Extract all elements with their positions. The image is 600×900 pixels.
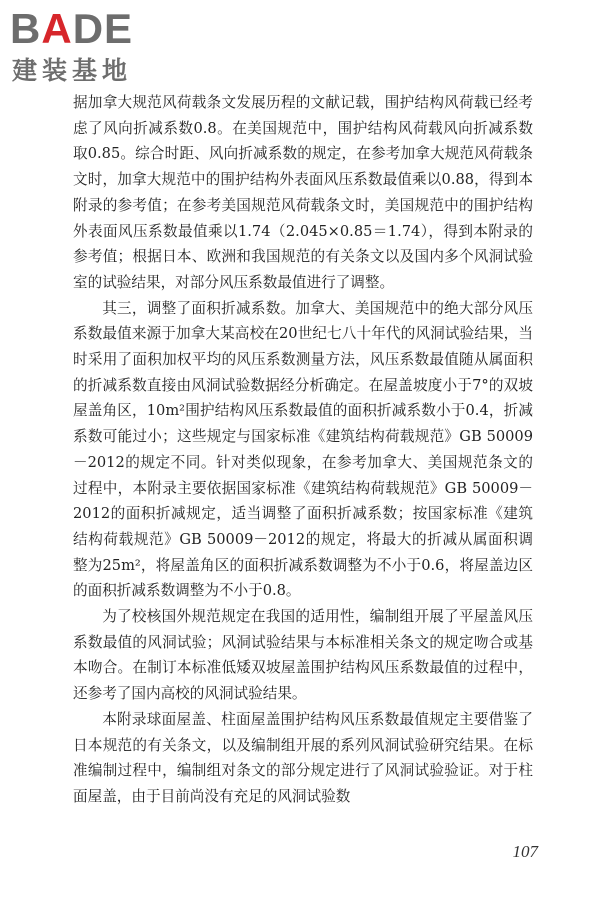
paragraph-4: 本附录球面屋盖、柱面屋盖围护结构风压系数最值规定主要借鉴了日本规范的有关条文，以及编制组开展的系列风洞试验研究结果。在标准编制过程中，编制组对条文的部分规定进行了风洞试验验证。对于柱面屋盖，由于目前尚没有充足的风洞试验数 — [73, 710, 533, 805]
logo-letter-b: B — [10, 5, 42, 52]
page-number: 107 — [512, 842, 538, 861]
logo-wordmark — [10, 6, 133, 52]
logo-letter-a: A — [41, 5, 73, 52]
body-text — [73, 90, 533, 810]
paragraph-3: 为了校核国外规范规定在我国的适用性，编制组开展了平屋盖风压系数最值的风洞试验；风洞试验结果与本标准相关条文的规定吻合或基本吻合。在制订本标准低矮双坡屋盖围护结构风压系数最值的过程中，还参考了国内高校的风洞试验结果。 — [73, 608, 533, 703]
logo-letters-de: DE — [72, 5, 134, 52]
bade-logo — [10, 6, 180, 86]
logo-tagline: 建装基地 — [12, 56, 133, 85]
paragraph-2: 其三，调整了面积折减系数。加拿大、美国规范中的绝大部分风压系数最值来源于加拿大某高校在20世纪七八十年代的风洞试验结果，当时采用了面积加权平均的风压系数测量方法，风压系数最值随从属面积的折减系数直接由风洞试验数据经分析确定。在屋盖坡度小于7°的双坡屋盖角区，10m²围护结构风压系数最值的面积折减系数小于0.4，折减系数可能过小；这些规定与国家标准《建筑结构荷载规范》GB 50009－2012的规定不同。针对类似现象，在参考加拿大、美国规范条文的过程中，本附录主要依据国家标准《建筑结构荷载规范》GB 50009－2012的面积折减规定，适当调整了面积折减系数；按国家标准《建筑结构荷载规范》GB 50009－2012的规定，将最大的折减从属面积调整为25m²，将屋盖角区的面积折减系数调整为不小于0.6，将屋盖边区的面积折减系数调整为不小于0.8。 — [73, 299, 533, 600]
paragraph-1: 据加拿大规范风荷载条文发展历程的文献记载，围护结构风荷载已经考虑了风向折减系数0.8。在美国规范中，围护结构风荷载风向折减系数取0.85。综合时距、风向折减系数的规定，在参考加拿大规范风荷载条文时，加拿大规范中的围护结构外表面风压系数最值乘以0.88，得到本附录的参考值；在参考美国规范风荷载条文时，美国规范中的围护结构外表面风压系数最值乘以1.74（2.045×0.85＝1.74），得到本附录的参考值；根据日本、欧洲和我国规范的有关条文以及国内多个风洞试验室的试验结果，对部分风压系数最值进行了调整。 — [73, 94, 533, 291]
